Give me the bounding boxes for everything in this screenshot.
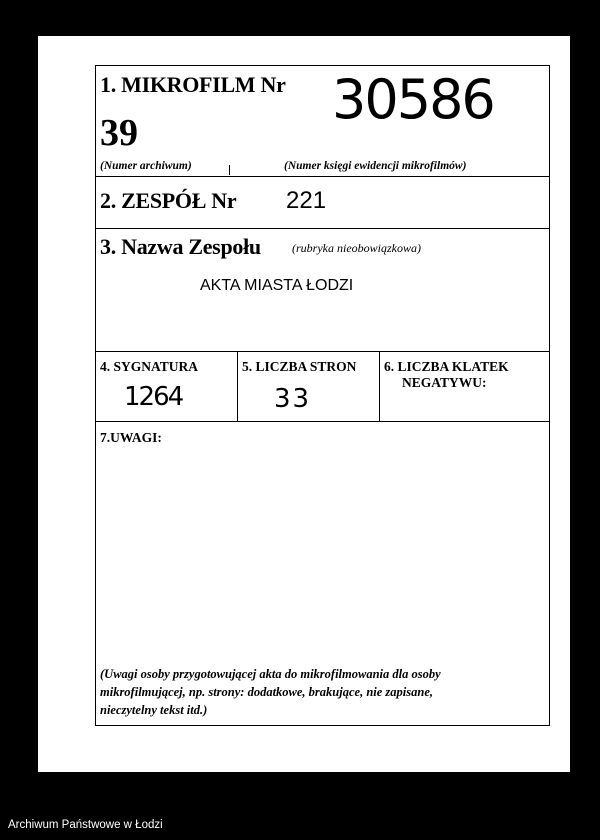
sygnatura-value: 1264 (124, 382, 183, 412)
nazwa-zespolu-label: 3. Nazwa Zespołu (100, 234, 261, 259)
divider-2 (96, 228, 549, 229)
uwagi-label: 7.UWAGI: (100, 430, 162, 445)
caption-divider (229, 165, 230, 175)
uwagi-note-line1: (Uwagi osoby przygotowującej akta do mikrofilmowania dla osoby (100, 667, 441, 681)
liczba-stron-label: 5. LICZBA STRON (242, 359, 357, 374)
divider-3 (96, 351, 549, 352)
zespol-label: 2. ZESPÓŁ Nr (100, 188, 237, 213)
column-divider-2 (379, 351, 380, 422)
microfilm-number: 30586 (332, 68, 494, 131)
divider-4 (96, 421, 549, 422)
uwagi-note-line2: mikrofilmującej, np. strony: dodatkowe, brakujące, nie zapisane, (100, 685, 433, 699)
microfilm-form (95, 65, 550, 726)
nazwa-zespolu-value: AKTA MIASTA ŁODZI (200, 277, 354, 294)
liczba-klatek-label-line2: NEGATYWU: (402, 375, 487, 390)
microfilm-label: 1. MIKROFILM Nr (100, 72, 286, 97)
zespol-number: 221 (286, 187, 327, 214)
liczba-stron-value: 33 (274, 384, 312, 414)
archive-footer: Archiwum Państwowe w Łodzi (8, 819, 163, 831)
nazwa-zespolu-note: (rubryka nieobowiązkowa) (292, 241, 421, 255)
liczba-klatek-label-line1: 6. LICZBA KLATEK (384, 359, 509, 374)
sygnatura-label: 4. SYGNATURA (100, 359, 199, 374)
divider-1 (96, 176, 549, 177)
column-divider-1 (237, 351, 238, 422)
uwagi-note-line3: nieczytelny tekst itd.) (100, 703, 208, 717)
archive-number: 39 (100, 112, 138, 154)
archive-card (38, 36, 570, 772)
microfilm-caption: (Numer księgi ewidencji mikrofilmów) (284, 160, 467, 172)
archive-number-caption: (Numer archiwum) (100, 160, 192, 172)
